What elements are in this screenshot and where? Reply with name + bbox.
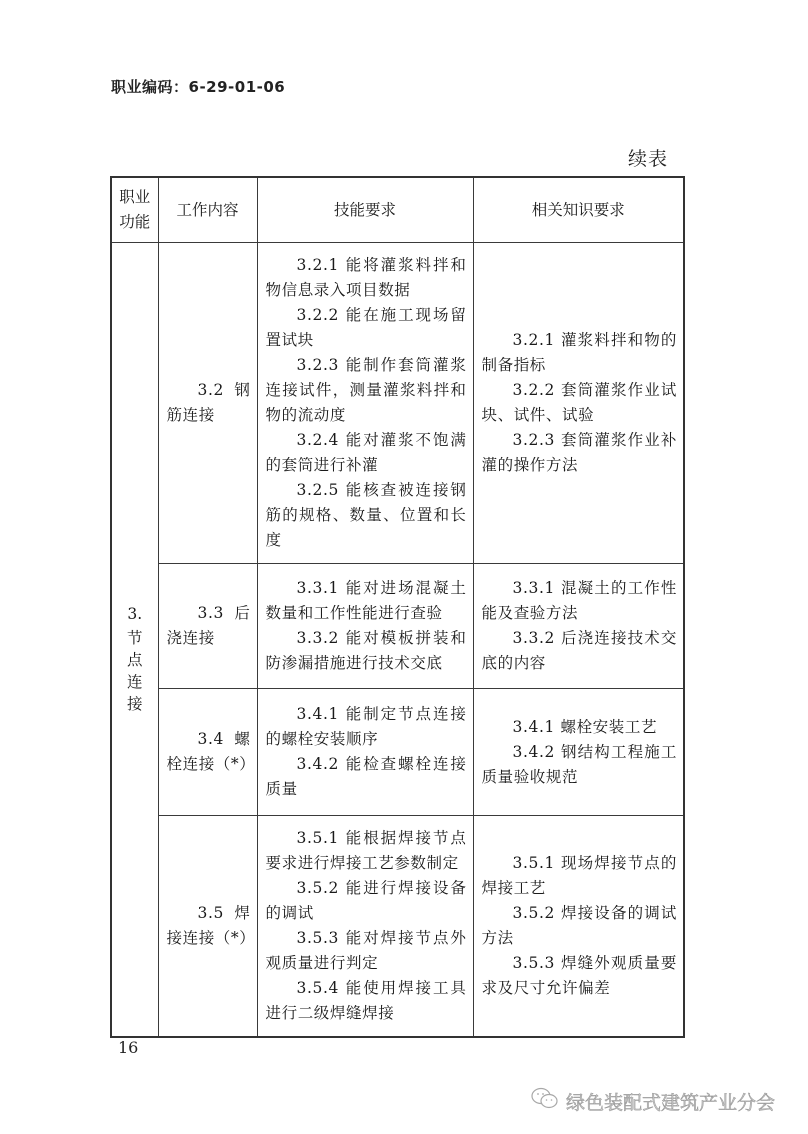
work-content-cell [158,816,257,1038]
skill-item: 3.4.1 能制定节点连接的螺栓安装顺序 [265,705,467,748]
skill-item: 3.2.3 能制作套筒灌浆连接试件，测量灌浆料拌和物的流动度 [265,356,467,424]
function-number: 3. [127,605,143,623]
knowledge-item: 3.5.2 焊接设备的调试方法 [481,904,677,947]
work-content-text: 3.3 后浇连接 [166,604,251,647]
table-header-row [111,177,684,243]
knowledge-item: 3.4.1 螺栓安装工艺 [512,717,658,736]
skill-cell [257,564,473,689]
skill-item: 3.3.1 能对进场混凝土数量和工作性能进行查验 [265,579,467,622]
knowledge-item: 3.4.2 钢结构工程施工质量验收规范 [481,742,677,786]
skill-item: 3.2.2 能在施工现场留置试块 [265,306,467,349]
knowledge-cell [473,243,684,564]
skills-table [110,176,685,1038]
knowledge-item: 3.3.2 后浇连接技术交底的内容 [481,629,677,672]
watermark-text: 绿色装配式建筑产业分会 [566,1092,776,1114]
header-occupation-function [111,177,158,243]
knowledge-item: 3.2.1 灌浆料拌和物的制备指标 [481,331,677,374]
header-knowledge-requirements: 相关知识要求 [473,177,684,243]
work-content-text: 3.2 钢筋连接 [166,381,251,424]
page-number: 16 [118,1038,139,1057]
table-row [111,243,684,564]
knowledge-item: 3.2.2 套筒灌浆作业试块、试件、试验 [481,381,677,424]
knowledge-cell [473,564,684,689]
knowledge-item: 3.5.3 焊缝外观质量要求及尺寸允许偏差 [481,954,677,997]
watermark [530,1086,775,1117]
skill-cell [257,243,473,564]
skill-item: 3.2.5 能核查被连接钢筋的规格、数量、位置和长度 [265,481,467,549]
table-row [111,689,684,816]
header-skill-requirements: 技能要求 [257,177,473,243]
knowledge-cell [473,689,684,816]
skill-cell [257,689,473,816]
skill-cell [257,816,473,1038]
occupation-function-cell [111,243,158,1038]
skill-item: 3.5.1 能根据焊接节点要求进行焊接工艺参数制定 [265,829,467,872]
work-content-text: 3.5 焊接连接（*） [166,904,256,947]
skill-item: 3.3.2 能对模板拼装和防渗漏措施进行技术交底 [265,629,467,672]
function-name: 节点连接 [126,629,143,713]
knowledge-item: 3.3.1 混凝土的工作性能及查验方法 [481,579,677,622]
work-content-cell [158,689,257,816]
wechat-icon [530,1086,560,1117]
skill-item: 3.2.4 能对灌浆不饱满的套筒进行补灌 [265,431,467,474]
knowledge-item: 3.2.3 套筒灌浆作业补灌的操作方法 [481,431,677,474]
header-func-line2: 功能 [119,213,151,231]
skill-item: 3.2.1 能将灌浆料拌和物信息录入项目数据 [265,256,467,299]
header-work-content: 工作内容 [158,177,257,243]
skill-item: 3.5.2 能进行焊接设备的调试 [265,879,467,922]
work-content-cell [158,564,257,689]
skill-item: 3.5.3 能对焊接节点外观质量进行判定 [265,929,467,972]
work-content-text: 3.4 螺栓连接（*） [166,730,256,773]
table-row [111,816,684,1038]
knowledge-cell [473,816,684,1038]
occupation-code: 职业编码：6-29-01-06 [111,78,286,96]
knowledge-item: 3.5.1 现场焊接节点的焊接工艺 [481,854,677,897]
skill-item: 3.4.2 能检查螺栓连接质量 [265,755,467,798]
skill-item: 3.5.4 能使用焊接工具进行二级焊缝焊接 [265,979,467,1022]
table-row [111,564,684,689]
header-func-line1: 职业 [119,188,151,206]
continued-label: 续表 [628,148,669,170]
work-content-cell [158,243,257,564]
